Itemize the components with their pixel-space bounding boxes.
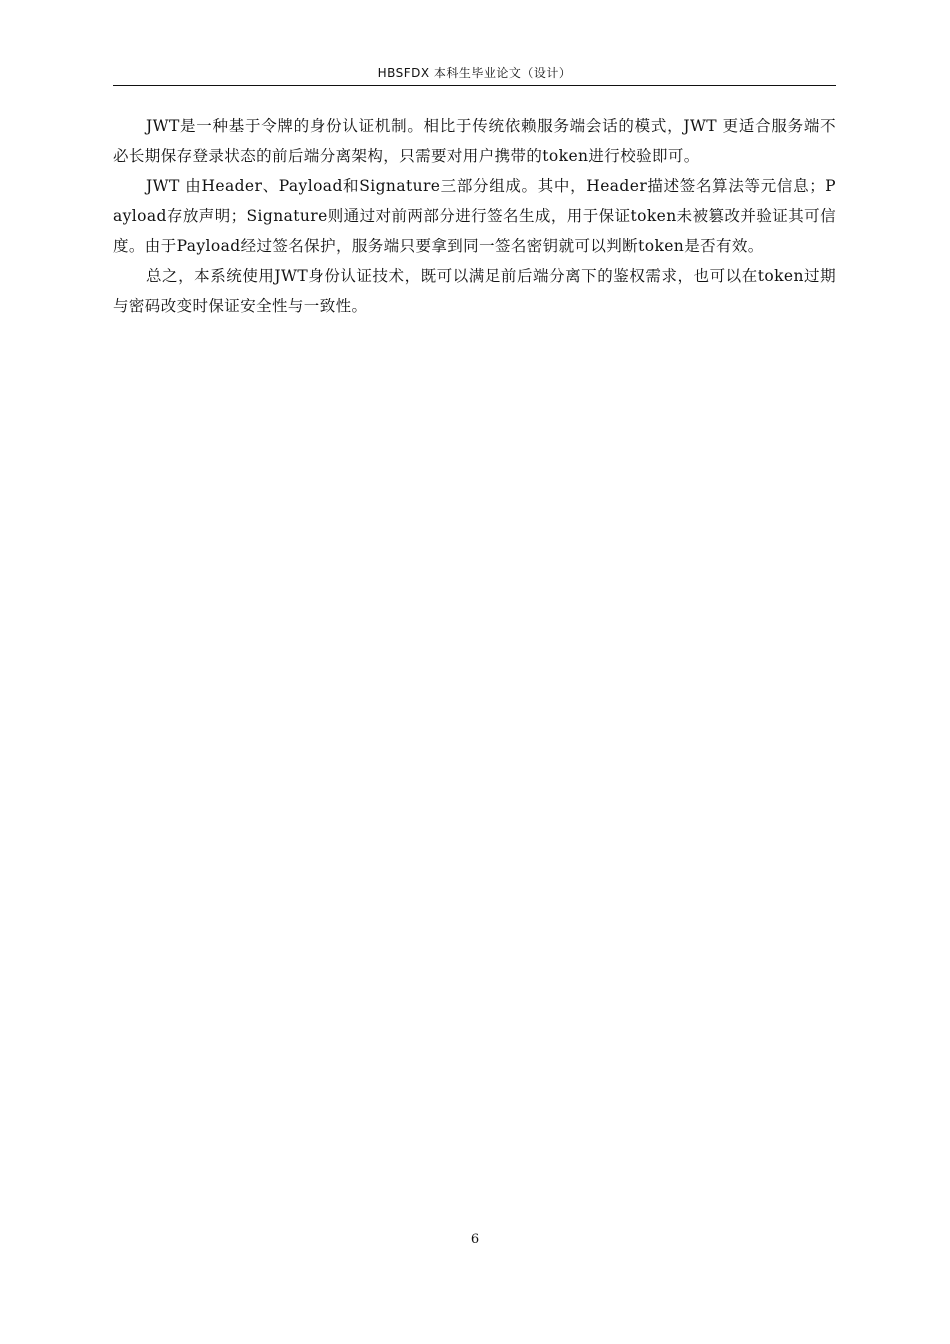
paragraph-jwt-structure: JWT 由Header、Payload和Signature三部分组成。其中，Header描述签名算法等元信息；Payload存放声明；Signature则通过对前两部分进行签名生成，用于保证token未被篡改并验证其可信度。由于Payload经过签名保护，服务端只要拿到同一签名密钥就可以判断token是否有效。 [113, 177, 836, 255]
page-header: HBSFDX 本科生毕业论文（设计） [377, 66, 572, 80]
paragraph-jwt-summary: 总之，本系统使用JWT身份认证技术，既可以满足前后端分离下的鉴权需求，也可以在token过期与密码改变时保证安全性与一致性。 [113, 267, 836, 315]
page-number: 6 [470, 1232, 480, 1247]
body-text [113, 111, 836, 321]
header-divider [113, 85, 836, 86]
paragraph-jwt-intro: JWT是一种基于令牌的身份认证机制。相比于传统依赖服务端会话的模式，JWT 更适合服务端不必长期保存登录状态的前后端分离架构，只需要对用户携带的token进行校验即可。 [113, 117, 836, 165]
